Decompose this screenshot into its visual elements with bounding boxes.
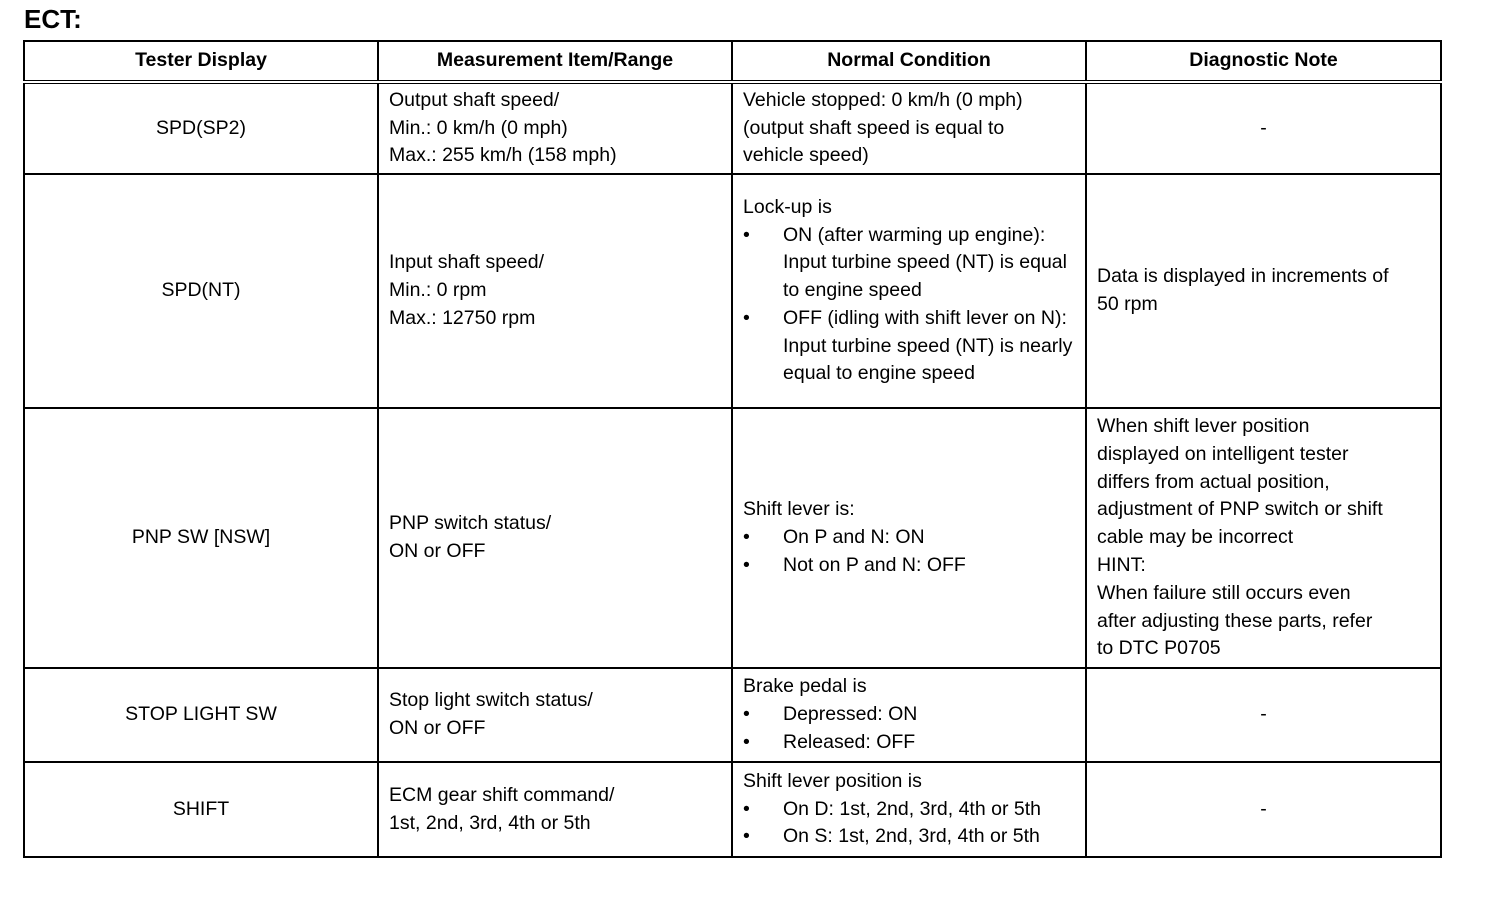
tester-display-cell: SPD(NT)	[24, 174, 378, 408]
tester-display-cell: SHIFT	[24, 762, 378, 857]
measurement-cell: Input shaft speed/ Min.: 0 rpm Max.: 12750 rpm	[378, 174, 732, 408]
hint-label: HINT:	[1097, 553, 1146, 576]
condition-bullet-list	[743, 524, 1075, 580]
condition-bullet: • On S: 1st, 2nd, 3rd, 4th or 5th	[743, 823, 1075, 851]
tester-display-cell: SPD(SP2)	[24, 82, 378, 174]
diagnostic-note-cell: -	[1086, 762, 1441, 857]
measurement-cell: ECM gear shift command/ 1st, 2nd, 3rd, 4th or 5th	[378, 762, 732, 857]
header-normal-condition: Normal Condition	[732, 41, 1086, 82]
condition-bullet-list	[743, 701, 1075, 757]
normal-condition-cell: Brake pedal is • Depressed: ON • Released: OFF	[732, 668, 1086, 762]
table-header-row	[24, 41, 1441, 82]
normal-condition-cell: Vehicle stopped: 0 km/h (0 mph) (output shaft speed is equal to vehicle speed)	[732, 82, 1086, 174]
diagnostic-note-cell: -	[1086, 668, 1441, 762]
normal-condition-cell: Lock-up is • ON (after warming up engine): Input turbine speed (NT) is equal to engine speed • OFF (idling with shift lever on N): Input turbine speed (NT) is nearly equal to engine speed	[732, 174, 1086, 408]
table-row	[24, 82, 1441, 174]
header-diagnostic-note: Diagnostic Note	[1086, 41, 1441, 82]
condition-bullet-list	[743, 222, 1075, 389]
page-title: ECT:	[24, 4, 82, 34]
diagnostic-note-cell: -	[1086, 82, 1441, 174]
tester-display-cell: STOP LIGHT SW	[24, 668, 378, 762]
condition-bullet: • On P and N: ON	[743, 524, 1075, 552]
diagnostic-note-cell: Data is displayed in increments of 50 rpm	[1086, 174, 1441, 408]
condition-bullet: • On D: 1st, 2nd, 3rd, 4th or 5th	[743, 796, 1075, 824]
header-measurement-item: Measurement Item/Range	[378, 41, 732, 82]
table-row	[24, 762, 1441, 857]
normal-condition-cell: Shift lever position is • On D: 1st, 2nd, 3rd, 4th or 5th • On S: 1st, 2nd, 3rd, 4th or 5th	[732, 762, 1086, 857]
condition-bullet: • OFF (idling with shift lever on N): Input turbine speed (NT) is nearly equal to engine speed	[743, 305, 1075, 388]
condition-bullet: • Not on P and N: OFF	[743, 552, 1075, 580]
header-tester-display: Tester Display	[24, 41, 378, 82]
condition-bullet-list	[743, 796, 1075, 852]
tester-display-cell: PNP SW [NSW]	[24, 408, 378, 668]
table-row	[24, 668, 1441, 762]
condition-bullet: • Depressed: ON	[743, 701, 1075, 729]
ect-data-table	[23, 40, 1442, 858]
condition-bullet: • ON (after warming up engine): Input turbine speed (NT) is equal to engine speed	[743, 222, 1075, 305]
table-row	[24, 408, 1441, 668]
condition-bullet: • Released: OFF	[743, 729, 1075, 757]
normal-condition-cell: Shift lever is: • On P and N: ON • Not on P and N: OFF	[732, 408, 1086, 668]
measurement-cell: Output shaft speed/ Min.: 0 km/h (0 mph) Max.: 255 km/h (158 mph)	[378, 82, 732, 174]
measurement-cell: Stop light switch status/ ON or OFF	[378, 668, 732, 762]
measurement-cell: PNP switch status/ ON or OFF	[378, 408, 732, 668]
diagnostic-note-cell: When shift lever position displayed on intelligent tester differs from actual position, adjustment of PNP switch or shift cable may be incorrect HINT: When failure still occurs even after adjusting these parts, refer to DTC P0705	[1086, 408, 1441, 668]
table-row	[24, 174, 1441, 408]
